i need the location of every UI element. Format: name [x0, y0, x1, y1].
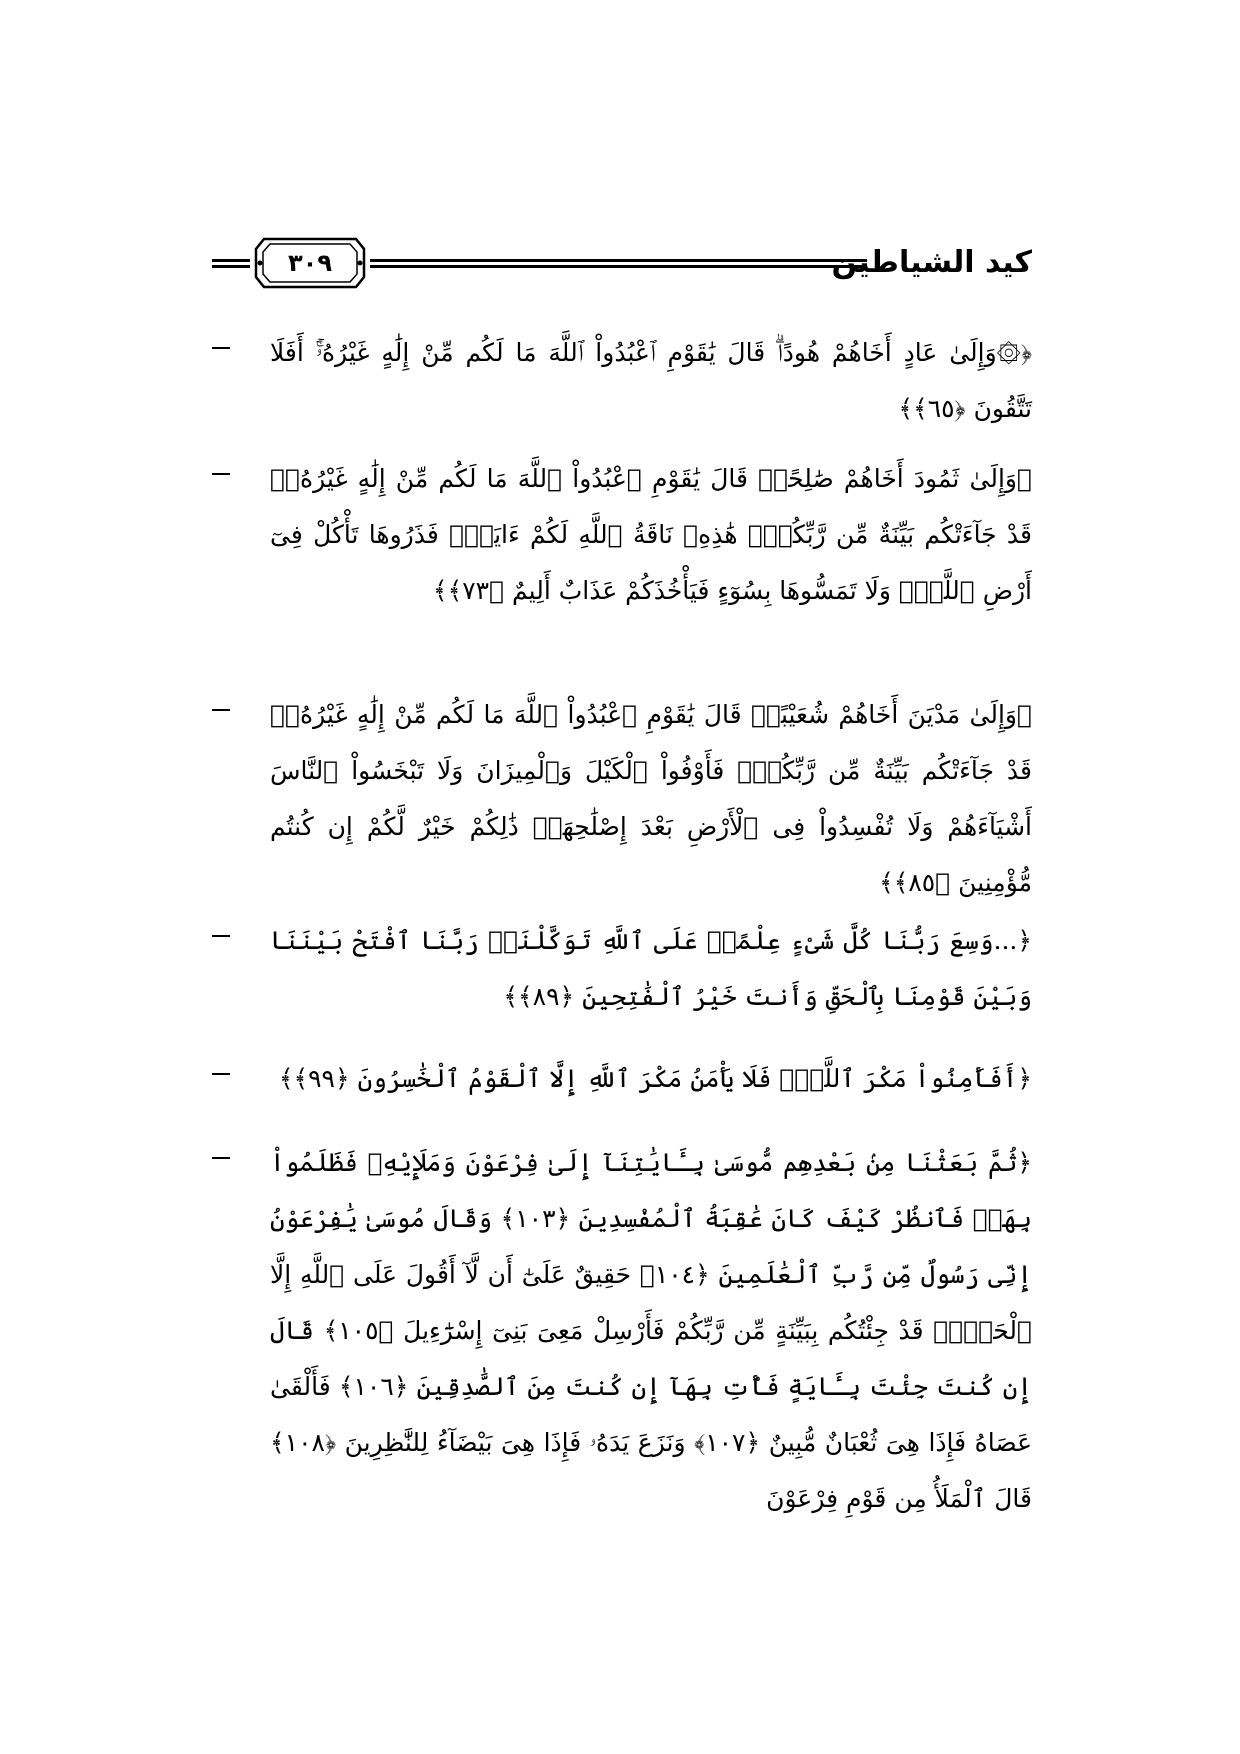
- verse-text: ﴿وَإِلَىٰ ثَمُودَ أَخَاهُمْ صَٰلِحًاۗ قَالَ يَٰقَوْمِ ٱعْبُدُواْ ٱللَّهَ مَا لَكُم مِّنْ إِلَٰهٍ غَيْرُهُۥۖ قَدْ جَآءَتْكُم بَيِّنَةٌ مِّن رَّبِّكُمْۖ هَٰذِهِۦ نَاقَةُ ٱللَّهِ لَكُمْ ءَايَةًۖ فَذَرُوهَا تَأْكُلْ فِىٓ أَرْضِ ٱللَّهِۖ وَلَا تَمَسُّوهَا بِسُوٓءٍ فَيَأْخُذَكُمْ عَذَابٌ أَلِيمٌ ﴿٧٣﴾﴾: [270, 464, 1032, 605]
- list-marker: [212, 1157, 230, 1159]
- verse-text: ﴿أَفَأَمِنُواْ مَكْرَ ٱللَّهِۚ فَلَا يَأْمَنُ مَكْرَ ٱللَّهِ إِلَّا ٱلْقَوْمُ ٱلْخَٰسِرُونَ ﴿٩٩﴾﴾: [278, 1064, 1032, 1093]
- verse-item: [212, 1051, 1032, 1109]
- verse-text: ﴿وَإِلَىٰ مَدْيَنَ أَخَاهُمْ شُعَيْبًاۗ قَالَ يَٰقَوْمِ ٱعْبُدُواْ ٱللَّهَ مَا لَكُم مِّنْ إِلَٰهٍ غَيْرُهُۥۖ قَدْ جَآءَتْكُم بَيِّنَةٌ مِّن رَّبِّكُمْۖ فَأَوْفُواْ ٱلْكَيْلَ وَٱلْمِيزَانَ وَلَا تَبْخَسُواْ ٱلنَّاسَ أَشْيَآءَهُمْ وَلَا تُفْسِدُواْ فِى ٱلْأَرْضِ بَعْدَ إِصْلَٰحِهَاۚ ذَٰلِكُمْ خَيْرٌ لَّكُمْ إِن كُنتُم مُّؤْمِنِينَ ﴿٨٥﴾﴾: [270, 700, 1032, 897]
- verse-item: [212, 451, 1032, 661]
- page-number-frame: [254, 235, 366, 291]
- verse-item: [212, 687, 1032, 897]
- header-rule: [370, 259, 867, 268]
- verse-text: ﴿...وَسِعَ رَبُّنَا كُلَّ شَىْءٍ عِلْمًاۚ عَلَى ٱللَّهِ تَوَكَّلْنَاۚ رَبَّنَا ٱفْتَحْ بَيْنَنَا وَبَيْنَ قَوْمِنَا بِٱلْحَقِّ وَأَنتَ خَيْرُ ٱلْفَٰتِحِينَ ﴿٨٩﴾﴾: [270, 926, 1032, 1011]
- verse-list: [212, 325, 1032, 1553]
- header-rule-left: [212, 259, 250, 268]
- running-title: كيد الشياطين: [831, 245, 1032, 280]
- list-marker: [212, 1073, 230, 1075]
- page-header: [212, 235, 1032, 297]
- page-number: ٣٠٩: [288, 249, 332, 277]
- verse-item: [212, 325, 1032, 425]
- verse-text: ﴿۞وَإِلَىٰ عَادٍ أَخَاهُمْ هُودًاۗ قَالَ يَٰقَوْمِ ٱعْبُدُواْ ٱللَّهَ مَا لَكُم مِّنْ إِلَٰهٍ غَيْرُهُۥٓۚ أَفَلَا تَتَّقُونَ ﴿٦٥﴾﴾: [270, 338, 1032, 423]
- list-marker: [212, 709, 230, 711]
- list-marker: [212, 347, 230, 349]
- verse-item: [212, 1135, 1032, 1527]
- list-marker: [212, 473, 230, 475]
- verse-item: [212, 913, 1032, 1025]
- list-marker: [212, 935, 230, 937]
- verse-text: ﴿ثُمَّ بَعَثْنَا مِنۢ بَعْدِهِم مُّوسَىٰ بِـَٔايَٰتِنَآ إِلَىٰ فِرْعَوْنَ وَمَلَإِيْهِۦ فَظَلَمُواْ بِهَاۖ فَٱنظُرْ كَيْفَ كَانَ عَٰقِبَةُ ٱلْمُفْسِدِينَ ﴿١٠٣﴾ وَقَالَ مُوسَىٰ يَٰفِرْعَوْنُ إِنِّى رَسُولٌ مِّن رَّبِّ ٱلْعَٰلَمِينَ ﴿١٠٤﴾ حَقِيقٌ عَلَىٰٓ أَن لَّآ أَقُولَ عَلَى ٱللَّهِ إِلَّا ٱلْحَقَّۚ قَدْ جِئْتُكُم بِبَيِّنَةٍ مِّن رَّبِّكُمْ فَأَرْسِلْ مَعِىَ بَنِىٓ إِسْرَٰٓءِيلَ ﴿١٠٥﴾ قَالَ إِن كُنتَ جِئْتَ بِـَٔايَةٍ فَأْتِ بِهَآ إِن كُنتَ مِنَ ٱلصَّٰدِقِينَ ﴿١٠٦﴾ فَأَلْقَىٰ عَصَاهُ فَإِذَا هِىَ ثُعْبَانٌ مُّبِينٌ ﴿١٠٧﴾ وَنَزَعَ يَدَهُۥ فَإِذَا هِىَ بَيْضَآءُ لِلنَّٰظِرِينَ ﴿١٠٨﴾ قَالَ ٱلْمَلَأُ مِن قَوْمِ فِرْعَوْنَ: [270, 1148, 1033, 1513]
